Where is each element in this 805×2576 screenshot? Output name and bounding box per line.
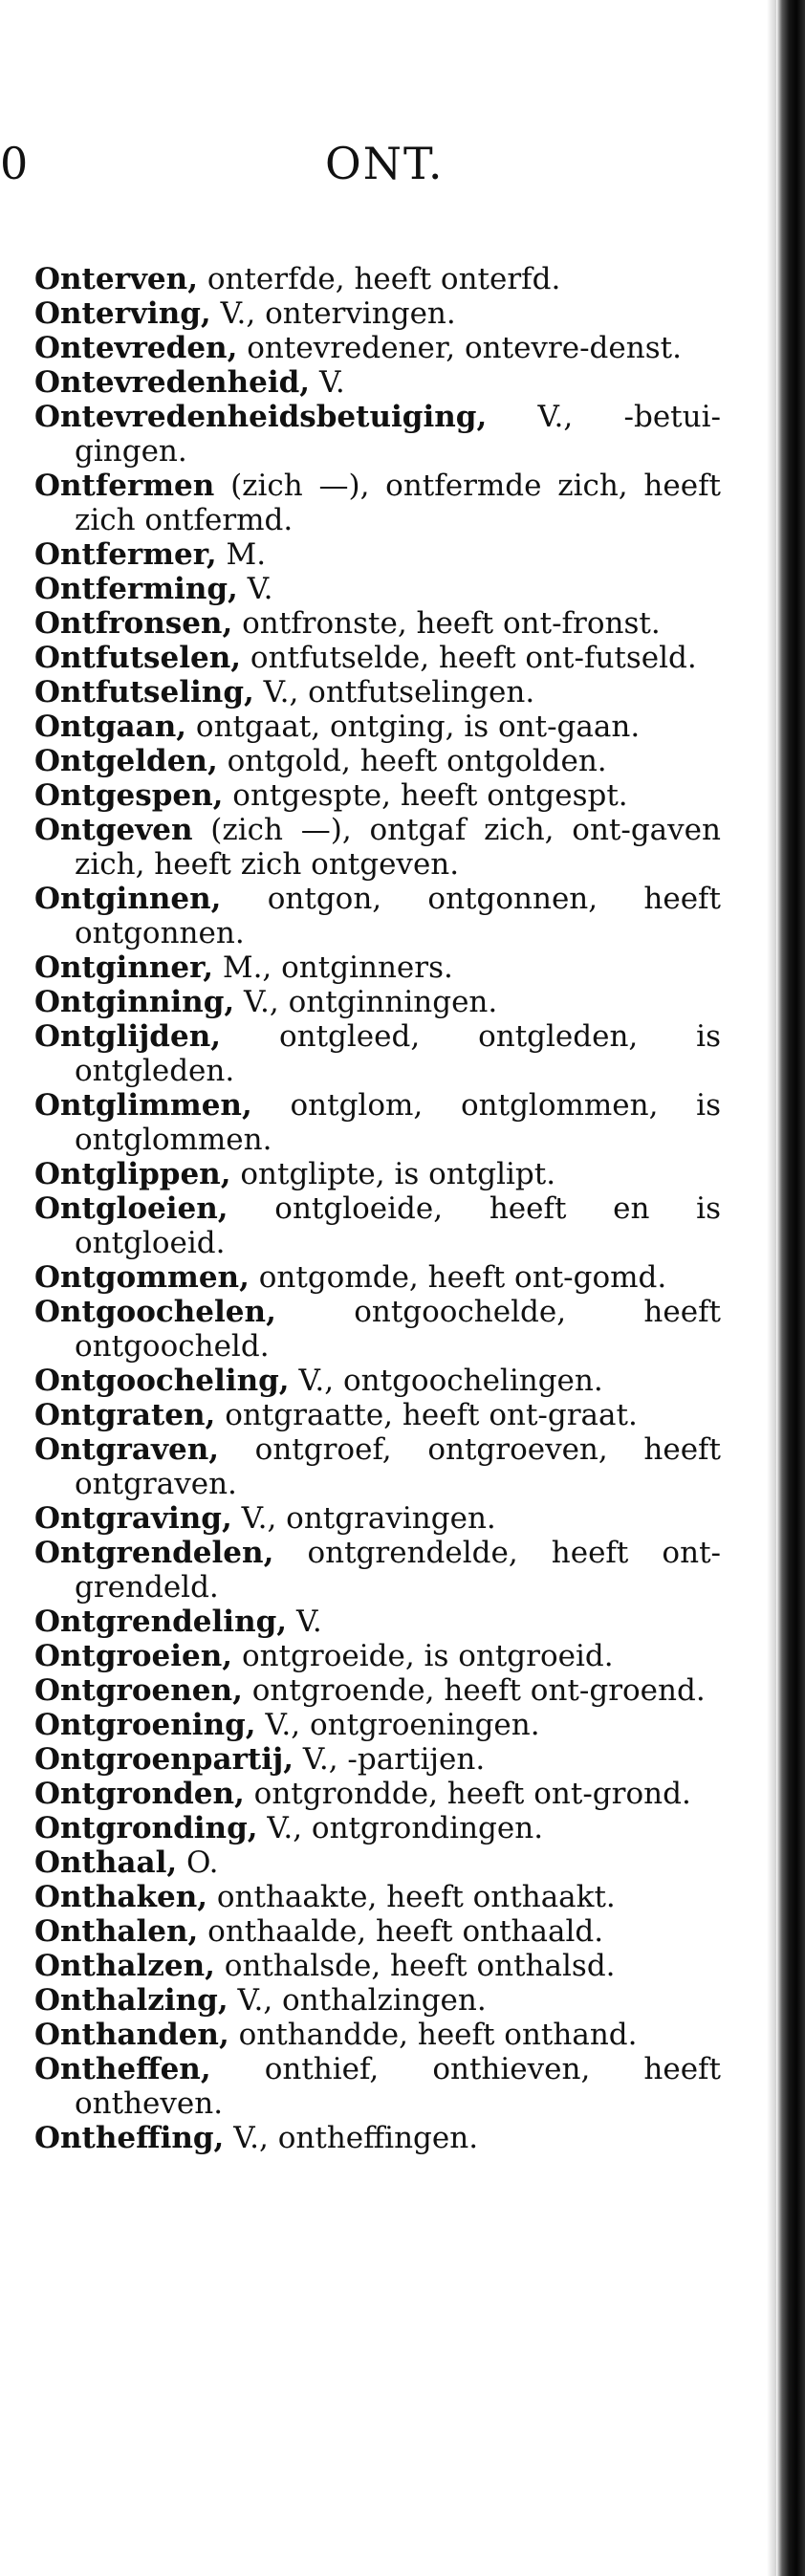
entry-definition: O. bbox=[177, 1845, 219, 1880]
entry-headword: Ontheffing, bbox=[34, 2121, 225, 2155]
dictionary-entry bbox=[34, 1501, 721, 1536]
entry-headword: Onterven, bbox=[34, 262, 198, 296]
dictionary-entry bbox=[34, 1605, 721, 1639]
dictionary-entry bbox=[34, 1949, 721, 1983]
entry-definition: M., ontginners. bbox=[212, 950, 453, 985]
dictionary-entry bbox=[34, 2052, 721, 2121]
dictionary-entry bbox=[34, 1914, 721, 1949]
entry-definition: V., ontgravingen. bbox=[231, 1501, 496, 1536]
entry-headword: Ontgraten, bbox=[34, 1398, 216, 1432]
dictionary-entry bbox=[34, 950, 721, 985]
entry-headword: Ontgelden, bbox=[34, 744, 218, 778]
entry-definition: (zich —), ontgaf zich, ont-gaven zich, heeft zich ontgeven. bbox=[75, 813, 721, 882]
entry-headword: Ontginning, bbox=[34, 985, 235, 1019]
entry-headword: Ontginner, bbox=[34, 950, 213, 985]
entry-definition: onthalsde, heeft onthalsd. bbox=[214, 1949, 616, 1983]
dictionary-entry bbox=[34, 1880, 721, 1914]
entry-headword: Ontgoocheling, bbox=[34, 1364, 290, 1398]
entry-headword: Ontgroening, bbox=[34, 1708, 256, 1742]
entry-definition: ontgroef, ontgroeven, heeft ontgraven. bbox=[75, 1432, 721, 1501]
dictionary-entry bbox=[34, 1019, 721, 1088]
dictionary-entry bbox=[34, 813, 721, 882]
dictionary-entry bbox=[34, 1364, 721, 1398]
entry-headword: Ontglijden, bbox=[34, 1019, 222, 1054]
entry-definition: ontgoochelde, heeft ontgoocheld. bbox=[75, 1295, 721, 1364]
entry-headword: Ontgroenpartij, bbox=[34, 1742, 294, 1777]
entry-headword: Ontfermer, bbox=[34, 537, 217, 572]
binding-shadow bbox=[767, 0, 776, 2576]
dictionary-entry bbox=[34, 1708, 721, 1742]
entry-definition: M. bbox=[216, 537, 267, 572]
entry-definition: onthaakte, heeft onthaakt. bbox=[207, 1880, 616, 1914]
entry-headword: Ontheffen, bbox=[34, 2052, 211, 2086]
entry-definition: V., -partijen. bbox=[294, 1742, 486, 1777]
dictionary-entry bbox=[34, 1398, 721, 1432]
dictionary-entry bbox=[34, 606, 721, 641]
entry-definition: V., ontginningen. bbox=[234, 985, 498, 1019]
entry-headword: Onthaken, bbox=[34, 1880, 208, 1914]
entry-headword: Onterving, bbox=[34, 296, 211, 331]
entry-definition: ontgaat, ontging, is ont-gaan. bbox=[186, 709, 641, 744]
dictionary-entry bbox=[34, 1742, 721, 1777]
entry-headword: Ontgloeien, bbox=[34, 1191, 228, 1226]
entry-headword: Ontgronding, bbox=[34, 1811, 258, 1845]
dictionary-entries bbox=[34, 262, 721, 2155]
dictionary-entry bbox=[34, 1845, 721, 1880]
entry-definition: ontgleed, ontgleden, is ontgleden. bbox=[75, 1019, 721, 1088]
dictionary-entry bbox=[34, 365, 721, 400]
binding-edge bbox=[776, 0, 805, 2576]
dictionary-entry bbox=[34, 572, 721, 606]
dictionary-entry bbox=[34, 778, 721, 813]
entry-definition: ontgrondde, heeft ont-grond. bbox=[244, 1777, 691, 1811]
dictionary-entry bbox=[34, 2121, 721, 2155]
entry-headword: Ontevreden, bbox=[34, 331, 238, 365]
dictionary-entry bbox=[34, 331, 721, 365]
entry-definition: ontgraatte, heeft ont-graat. bbox=[215, 1398, 638, 1432]
entry-definition: ontgrendelde, heeft ont-grendeld. bbox=[75, 1536, 721, 1605]
entry-definition: V., ontgroeningen. bbox=[255, 1708, 540, 1742]
entry-headword: Ontgommen, bbox=[34, 1260, 250, 1295]
entry-headword: Onthalzing, bbox=[34, 1983, 228, 2018]
dictionary-entry bbox=[34, 744, 721, 778]
entry-headword: Ontevredenheidsbetuiging, bbox=[34, 400, 488, 434]
entry-headword: Ontfronsen, bbox=[34, 606, 233, 641]
entry-definition: V., ontheffingen. bbox=[224, 2121, 479, 2155]
entry-headword: Ontevredenheid, bbox=[34, 365, 311, 400]
dictionary-entry bbox=[34, 882, 721, 950]
entry-definition: V. bbox=[237, 572, 273, 606]
dictionary-entry bbox=[34, 1157, 721, 1191]
dictionary-entry bbox=[34, 262, 721, 296]
entry-headword: Ontgeven bbox=[34, 813, 193, 847]
entry-definition: ontgroeide, is ontgroeid. bbox=[232, 1639, 614, 1673]
entry-headword: Ontgroeien, bbox=[34, 1639, 233, 1673]
entry-definition: ontfronste, heeft ont-fronst. bbox=[232, 606, 661, 641]
entry-headword: Ontgespen, bbox=[34, 778, 224, 813]
entry-definition: (zich —), ontfermde zich, heeft zich ontfermd. bbox=[75, 469, 721, 537]
entry-headword: Ontginnen, bbox=[34, 882, 222, 916]
entry-definition: onterfde, heeft onterfd. bbox=[197, 262, 561, 296]
dictionary-entry bbox=[34, 469, 721, 537]
dictionary-entry bbox=[34, 1983, 721, 2018]
dictionary-entry bbox=[34, 296, 721, 331]
entry-definition: ontgomde, heeft ont-gomd. bbox=[249, 1260, 667, 1295]
entry-definition: V. bbox=[310, 365, 345, 400]
entry-headword: Onthalen, bbox=[34, 1914, 199, 1949]
entry-headword: Ontfermen bbox=[34, 469, 215, 503]
entry-definition: ontgold, heeft ontgolden. bbox=[217, 744, 607, 778]
entry-headword: Ontgoochelen, bbox=[34, 1295, 276, 1329]
entry-definition: ontglom, ontglommen, is ontglommen. bbox=[75, 1088, 721, 1157]
entry-headword: Ontfutselen, bbox=[34, 641, 242, 675]
dictionary-entry bbox=[34, 1191, 721, 1260]
dictionary-entry bbox=[34, 1295, 721, 1364]
entry-headword: Onthanden, bbox=[34, 2018, 229, 2052]
dictionary-entry bbox=[34, 1777, 721, 1811]
entry-headword: Ontgroenen, bbox=[34, 1673, 243, 1708]
entry-headword: Ontgronden, bbox=[34, 1777, 245, 1811]
entry-definition: V., ontervingen. bbox=[210, 296, 456, 331]
dictionary-entry bbox=[34, 1639, 721, 1673]
entry-headword: Ontgrendeling, bbox=[34, 1605, 288, 1639]
dictionary-entry bbox=[34, 675, 721, 709]
entry-definition: ontfutselde, heeft ont-futseld. bbox=[241, 641, 697, 675]
dictionary-entry bbox=[34, 985, 721, 1019]
dictionary-entry bbox=[34, 1536, 721, 1605]
running-head: ONT. bbox=[325, 138, 445, 189]
dictionary-entry bbox=[34, 1432, 721, 1501]
entry-headword: Ontglimmen, bbox=[34, 1088, 252, 1123]
entry-definition: ontgloeide, heeft en is ontgloeid. bbox=[75, 1191, 721, 1260]
entry-headword: Ontfutseling, bbox=[34, 675, 254, 709]
dictionary-entry bbox=[34, 1088, 721, 1157]
entry-headword: Ontgraving, bbox=[34, 1501, 232, 1536]
entry-definition: onthaalde, heeft onthaald. bbox=[198, 1914, 604, 1949]
entry-headword: Ontglippen, bbox=[34, 1157, 231, 1191]
entry-definition: V., ontgoochelingen. bbox=[289, 1364, 603, 1398]
page-number: 0 bbox=[0, 138, 30, 189]
entry-definition: ontglipte, is ontglipt. bbox=[230, 1157, 556, 1191]
dictionary-entry bbox=[34, 641, 721, 675]
entry-definition: onthief, onthieven, heeft ontheven. bbox=[75, 2052, 721, 2121]
entry-headword: Ontgaan, bbox=[34, 709, 187, 744]
entry-definition: ontevredener, ontevre-denst. bbox=[237, 331, 682, 365]
dictionary-entry bbox=[34, 537, 721, 572]
entry-definition: ontgon, ontgonnen, heeft ontgonnen. bbox=[75, 882, 721, 950]
entry-definition: onthandde, heeft onthand. bbox=[228, 2018, 638, 2052]
entry-definition: V., -betui-gingen. bbox=[75, 400, 721, 469]
entry-headword: Ontferming, bbox=[34, 572, 238, 606]
dictionary-entry bbox=[34, 709, 721, 744]
dictionary-entry bbox=[34, 2018, 721, 2052]
entry-definition: ontgroende, heeft ont-groend. bbox=[242, 1673, 706, 1708]
entry-headword: Onthaal, bbox=[34, 1845, 178, 1880]
dictionary-entry bbox=[34, 1811, 721, 1845]
entry-definition: V., ontgrondingen. bbox=[257, 1811, 544, 1845]
entry-definition: V., onthalzingen. bbox=[228, 1983, 487, 2018]
entry-headword: Ontgrendelen, bbox=[34, 1536, 274, 1570]
entry-definition: ontgespte, heeft ontgespt. bbox=[223, 778, 628, 813]
dictionary-entry bbox=[34, 1673, 721, 1708]
entry-definition: V., ontfutselingen. bbox=[253, 675, 535, 709]
entry-definition: V. bbox=[287, 1605, 322, 1639]
dictionary-entry bbox=[34, 1260, 721, 1295]
entry-headword: Onthalzen, bbox=[34, 1949, 215, 1983]
entry-headword: Ontgraven, bbox=[34, 1432, 220, 1467]
dictionary-entry bbox=[34, 400, 721, 469]
